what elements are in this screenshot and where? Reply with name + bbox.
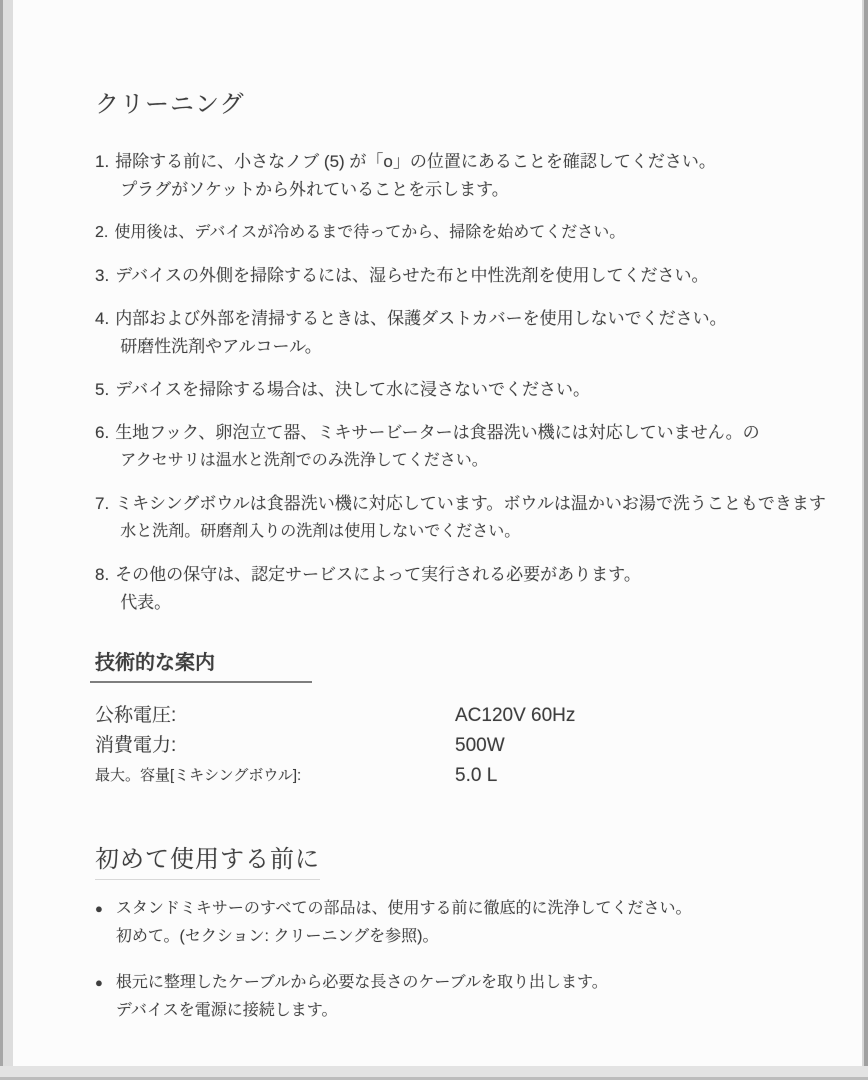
technical-heading: 技術的な案内 bbox=[90, 648, 312, 683]
step-text-line: その他の保守は、認定サービスによって実行される必要があります。 bbox=[115, 565, 641, 584]
cleaning-steps-list bbox=[95, 148, 845, 617]
spec-value: 5.0 L bbox=[455, 765, 498, 786]
spec-table bbox=[95, 701, 845, 791]
step-number: 1. bbox=[95, 152, 110, 171]
bullet-text-line: 初めて。(セクション: クリーニングを参照)。 bbox=[115, 928, 439, 945]
spec-value: AC120V 60Hz bbox=[455, 705, 576, 726]
step-text-line: プラグがソケットから外れていることを示します。 bbox=[120, 180, 509, 199]
step-number: 7. bbox=[95, 494, 110, 513]
spec-value: 500W bbox=[455, 735, 505, 756]
bullet-icon: ● bbox=[95, 975, 103, 990]
spec-row-voltage bbox=[95, 701, 845, 731]
cleaning-step-5 bbox=[95, 376, 845, 404]
step-text-line: 掃除する前に、小さなノブ (5) が「o」の位置にあることを確認してください。 bbox=[115, 152, 716, 171]
spec-row-power bbox=[95, 731, 845, 761]
spec-row-capacity bbox=[95, 761, 845, 791]
step-text-line: デバイスの外側を掃除するには、湿らせた布と中性洗剤を使用してください。 bbox=[115, 266, 709, 285]
step-text-line: デバイスを掃除する場合は、決して水に浸さないでください。 bbox=[115, 380, 590, 399]
bullet-text-line: 根元に整理したケーブルから必要な長さのケーブルを取り出します。 bbox=[115, 974, 608, 991]
page-edge-right-dark bbox=[864, 0, 868, 1080]
cleaning-step-2 bbox=[95, 219, 845, 247]
spec-label: 公称電圧: bbox=[95, 705, 177, 726]
cleaning-step-7 bbox=[95, 490, 845, 546]
step-number: 8. bbox=[95, 565, 110, 584]
step-number: 2. bbox=[95, 224, 109, 241]
bullet-icon: ● bbox=[95, 901, 103, 916]
first-use-heading: 初めて使用する前に bbox=[95, 843, 320, 880]
step-number: 4. bbox=[95, 309, 110, 328]
step-text-line: 内部および外部を清掃するときは、保護ダストカバーを使用しないでください。 bbox=[115, 309, 727, 328]
step-text-line: 使用後は、デバイスが冷めるまで待ってから、掃除を始めてください。 bbox=[114, 224, 626, 241]
page-edge-bottom-light bbox=[0, 1066, 868, 1077]
first-use-section bbox=[95, 791, 845, 1025]
cleaning-step-3 bbox=[95, 262, 845, 290]
bullet-item-2 bbox=[95, 969, 845, 1025]
cleaning-step-4 bbox=[95, 305, 845, 361]
step-text-line: アクセサリは温水と洗剤でのみ洗浄してください。 bbox=[120, 452, 488, 469]
page-content bbox=[95, 0, 845, 1043]
spec-label: 最大。容量[ミキシングボウル]: bbox=[95, 767, 302, 784]
bullet-text-line: デバイスを電源に接続します。 bbox=[115, 1002, 338, 1019]
step-number: 3. bbox=[95, 266, 110, 285]
step-text-line: 代表。 bbox=[120, 593, 172, 612]
spec-label: 消費電力: bbox=[95, 735, 177, 756]
step-text-line: 水と洗剤。研磨剤入りの洗剤は使用しないでください。 bbox=[120, 523, 521, 540]
step-number: 5. bbox=[95, 380, 110, 399]
first-use-bullets bbox=[95, 895, 845, 1025]
step-number: 6. bbox=[95, 423, 110, 442]
cleaning-section-title: クリーニング bbox=[95, 91, 245, 118]
page-edge-left-light bbox=[3, 0, 13, 1080]
bullet-item-1 bbox=[95, 895, 845, 951]
step-text-line: 生地フック、卵泡立て器、ミキサービーターは食器洗い機には対応していません。の bbox=[115, 423, 760, 442]
technical-section bbox=[95, 632, 845, 791]
bullet-text-line: スタンドミキサーのすべての部品は、使用する前に徹底的に洗浄してください。 bbox=[115, 900, 692, 917]
step-text-line: 研磨性洗剤やアルコール。 bbox=[120, 337, 322, 356]
cleaning-step-6 bbox=[95, 419, 845, 475]
step-text-line: ミキシングボウルは食器洗い機に対応しています。ボウルは温かいお湯で洗うこともできます bbox=[115, 494, 826, 513]
cleaning-step-8 bbox=[95, 561, 845, 617]
cleaning-step-1 bbox=[95, 148, 845, 204]
